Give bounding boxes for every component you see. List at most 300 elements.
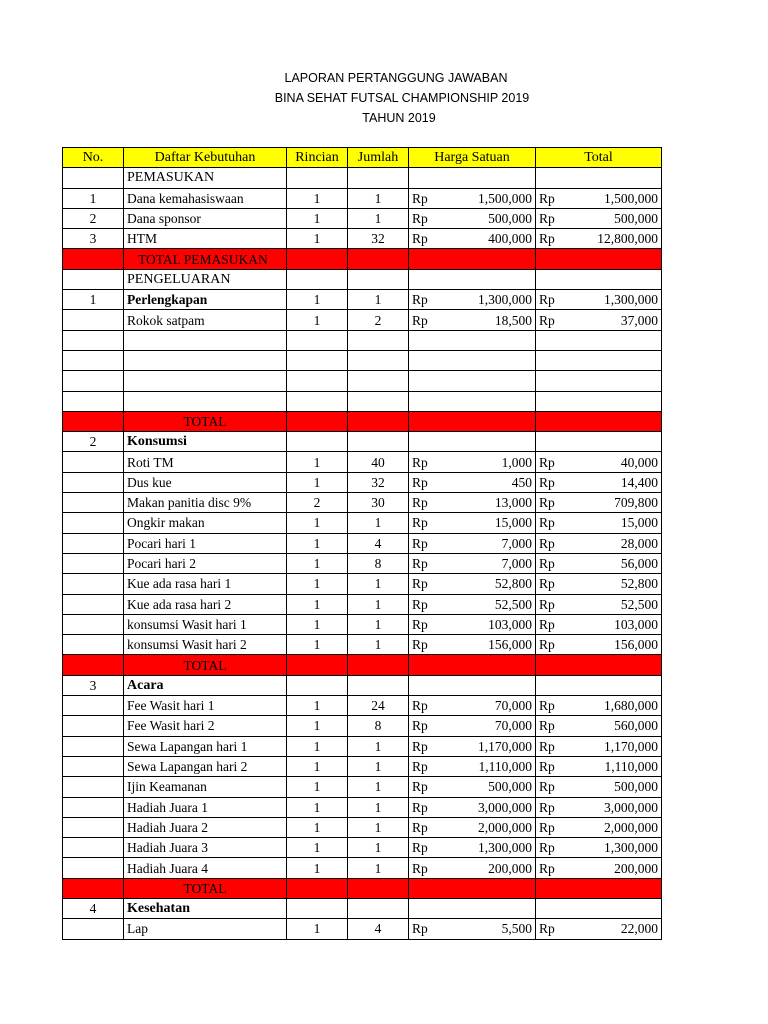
cell-rincian: 1 (287, 594, 348, 614)
cell-harga-currency: Rp (409, 553, 441, 573)
table-row (63, 614, 662, 634)
cell-harga-amount: 70,000 (441, 696, 536, 716)
table-row (63, 716, 662, 736)
cell-total-amount: 1,300,000 (568, 290, 662, 310)
cell-harga-amount: 15,000 (441, 513, 536, 533)
cell-harga-currency: Rp (409, 919, 441, 939)
table-row (63, 452, 662, 472)
cell-total-amount: 1,170,000 (568, 736, 662, 756)
cell-empty (536, 168, 662, 188)
cell-empty (409, 411, 536, 431)
cell-jumlah: 4 (348, 919, 409, 939)
cell-jumlah: 2 (348, 310, 409, 330)
cell-empty (536, 411, 662, 431)
cell-empty (63, 249, 124, 269)
cell-harga-amount: 7,000 (441, 553, 536, 573)
cell-total-amount: 200,000 (568, 858, 662, 878)
cell-total-currency: Rp (536, 696, 568, 716)
cell-empty (409, 432, 536, 452)
cell-empty (409, 269, 536, 289)
cell-jumlah: 1 (348, 574, 409, 594)
cell-empty (409, 391, 536, 411)
cell-rincian: 1 (287, 696, 348, 716)
cell-rincian: 1 (287, 716, 348, 736)
cell-total-currency: Rp (536, 533, 568, 553)
cell-item-label: Hadiah Juara 4 (124, 858, 287, 878)
cell-harga-amount: 1,300,000 (441, 290, 536, 310)
cell-item-label: Pocari hari 1 (124, 533, 287, 553)
cell-section-label: PEMASUKAN (124, 168, 287, 188)
cell-harga-amount: 500,000 (441, 777, 536, 797)
cell-harga-amount: 1,000 (441, 452, 536, 472)
cell-total-currency: Rp (536, 553, 568, 573)
cell-empty (287, 898, 348, 918)
cell-rincian: 2 (287, 493, 348, 513)
report-title-line-3: TAHUN 2019 (362, 111, 436, 125)
cell-harga-amount: 2,000,000 (441, 817, 536, 837)
cell-no (63, 614, 124, 634)
cell-total-currency: Rp (536, 635, 568, 655)
cell-item-label: Fee Wasit hari 1 (124, 696, 287, 716)
cell-item-label: Rokok satpam (124, 310, 287, 330)
cell-empty (287, 168, 348, 188)
cell-empty (348, 330, 409, 350)
cell-harga-amount: 70,000 (441, 716, 536, 736)
cell-empty (287, 269, 348, 289)
cell-empty (536, 878, 662, 898)
cell-harga-amount: 18,500 (441, 310, 536, 330)
cell-total-currency: Rp (536, 513, 568, 533)
cell-total-currency: Rp (536, 919, 568, 939)
cell-no (63, 493, 124, 513)
cell-jumlah: 1 (348, 817, 409, 837)
table-row (63, 838, 662, 858)
cell-no: 3 (63, 229, 124, 249)
cell-empty (287, 655, 348, 675)
cell-rincian: 1 (287, 208, 348, 228)
cell-total-currency: Rp (536, 452, 568, 472)
cell-item-label: Hadiah Juara 1 (124, 797, 287, 817)
cell-rincian: 1 (287, 756, 348, 776)
cell-harga-amount: 5,500 (441, 919, 536, 939)
cell-harga-currency: Rp (409, 472, 441, 492)
cell-jumlah: 1 (348, 635, 409, 655)
cell-total-amount: 2,000,000 (568, 817, 662, 837)
cell-rincian: 1 (287, 838, 348, 858)
cell-total-amount: 500,000 (568, 777, 662, 797)
cell-item-label: Fee Wasit hari 2 (124, 716, 287, 736)
cell-rincian: 1 (287, 817, 348, 837)
cell-harga-currency: Rp (409, 513, 441, 533)
header-jumlah: Jumlah (348, 148, 409, 168)
cell-item-label: Makan panitia disc 9% (124, 493, 287, 513)
cell-no: 3 (63, 675, 124, 695)
cell-harga-currency: Rp (409, 188, 441, 208)
cell-total-amount: 1,300,000 (568, 838, 662, 858)
cell-total-amount: 500,000 (568, 208, 662, 228)
cell-jumlah: 8 (348, 553, 409, 573)
cell-empty (287, 350, 348, 370)
cell-total-currency: Rp (536, 594, 568, 614)
cell-empty (348, 350, 409, 370)
cell-harga-amount: 52,500 (441, 594, 536, 614)
cell-empty (348, 675, 409, 695)
report-title-line-2: BINA SEHAT FUTSAL CHAMPIONSHIP 2019 (274, 91, 530, 105)
cell-rincian: 1 (287, 736, 348, 756)
cell-total-amount: 1,680,000 (568, 696, 662, 716)
cell-empty (287, 371, 348, 391)
cell-harga-currency: Rp (409, 533, 441, 553)
cell-total-amount: 1,110,000 (568, 756, 662, 776)
cell-empty (348, 655, 409, 675)
cell-section-label: Konsumsi (124, 432, 287, 452)
cell-no (63, 574, 124, 594)
cell-no (63, 269, 124, 289)
header-no: No. (63, 148, 124, 168)
cell-jumlah: 1 (348, 736, 409, 756)
cell-empty (63, 655, 124, 675)
cell-harga-amount: 400,000 (441, 229, 536, 249)
cell-rincian: 1 (287, 777, 348, 797)
cell-jumlah: 1 (348, 513, 409, 533)
cell-empty (536, 432, 662, 452)
table-row (63, 310, 662, 330)
cell-no (63, 594, 124, 614)
cell-harga-currency: Rp (409, 858, 441, 878)
table-row (63, 777, 662, 797)
cell-harga-currency: Rp (409, 838, 441, 858)
cell-item-label: Dana sponsor (124, 208, 287, 228)
cell-empty (348, 269, 409, 289)
header-harga-satuan: Harga Satuan (409, 148, 536, 168)
cell-no (63, 919, 124, 939)
cell-harga-currency: Rp (409, 290, 441, 310)
cell-empty (348, 249, 409, 269)
cell-total-label: TOTAL (124, 411, 287, 431)
cell-empty (409, 655, 536, 675)
cell-no (63, 797, 124, 817)
cell-harga-currency: Rp (409, 229, 441, 249)
table-row (63, 594, 662, 614)
empty-row (63, 391, 662, 411)
cell-no (63, 756, 124, 776)
cell-no (63, 858, 124, 878)
cell-harga-amount: 1,170,000 (441, 736, 536, 756)
cell-harga-amount: 156,000 (441, 635, 536, 655)
cell-jumlah: 8 (348, 716, 409, 736)
cell-empty (124, 330, 287, 350)
cell-empty (536, 371, 662, 391)
cell-rincian: 1 (287, 858, 348, 878)
cell-harga-currency: Rp (409, 777, 441, 797)
cell-rincian: 1 (287, 513, 348, 533)
cell-total-amount: 52,800 (568, 574, 662, 594)
cell-empty (63, 878, 124, 898)
cell-section-label: Kesehatan (124, 898, 287, 918)
cell-empty (63, 371, 124, 391)
cell-item-label: Hadiah Juara 2 (124, 817, 287, 837)
cell-harga-amount: 7,000 (441, 533, 536, 553)
total-row (63, 655, 662, 675)
cell-empty (536, 675, 662, 695)
cell-rincian: 1 (287, 188, 348, 208)
cell-no (63, 696, 124, 716)
table-row (63, 797, 662, 817)
table-row (63, 696, 662, 716)
cell-total-label: TOTAL (124, 878, 287, 898)
cell-empty (63, 391, 124, 411)
cell-empty (348, 898, 409, 918)
report-title-block (0, 68, 768, 128)
cell-no (63, 716, 124, 736)
report-title-line-1: LAPORAN PERTANGGUNG JAWABAN (284, 71, 508, 85)
cell-harga-currency: Rp (409, 696, 441, 716)
cell-jumlah: 1 (348, 594, 409, 614)
cell-jumlah: 30 (348, 493, 409, 513)
cell-rincian: 1 (287, 553, 348, 573)
cell-item-label: Perlengkapan (124, 290, 287, 310)
cell-no (63, 310, 124, 330)
cell-total-amount: 14,400 (568, 472, 662, 492)
cell-empty (536, 249, 662, 269)
section-row (63, 898, 662, 918)
table-row (63, 553, 662, 573)
cell-total-amount: 156,000 (568, 635, 662, 655)
cell-item-label: HTM (124, 229, 287, 249)
cell-item-label: Kue ada rasa hari 2 (124, 594, 287, 614)
cell-total-label: TOTAL (124, 655, 287, 675)
table-header-row (63, 148, 662, 168)
empty-row (63, 371, 662, 391)
cell-total-currency: Rp (536, 858, 568, 878)
cell-empty (287, 675, 348, 695)
cell-empty (287, 249, 348, 269)
cell-empty (63, 350, 124, 370)
cell-total-currency: Rp (536, 797, 568, 817)
cell-no: 1 (63, 188, 124, 208)
cell-no (63, 472, 124, 492)
cell-harga-currency: Rp (409, 574, 441, 594)
cell-rincian: 1 (287, 533, 348, 553)
cell-rincian: 1 (287, 797, 348, 817)
cell-total-currency: Rp (536, 188, 568, 208)
cell-harga-currency: Rp (409, 208, 441, 228)
cell-total-amount: 3,000,000 (568, 797, 662, 817)
cell-empty (348, 432, 409, 452)
table-row (63, 188, 662, 208)
empty-row (63, 350, 662, 370)
cell-total-currency: Rp (536, 493, 568, 513)
cell-harga-amount: 1,300,000 (441, 838, 536, 858)
cell-harga-currency: Rp (409, 594, 441, 614)
cell-empty (124, 391, 287, 411)
cell-empty (409, 878, 536, 898)
total-row (63, 249, 662, 269)
header-total: Total (536, 148, 662, 168)
cell-harga-currency: Rp (409, 817, 441, 837)
cell-jumlah: 32 (348, 229, 409, 249)
cell-empty (536, 898, 662, 918)
cell-total-currency: Rp (536, 229, 568, 249)
cell-total-currency: Rp (536, 614, 568, 634)
cell-total-label: TOTAL PEMASUKAN (124, 249, 287, 269)
cell-empty (409, 675, 536, 695)
table-row (63, 472, 662, 492)
cell-empty (536, 391, 662, 411)
cell-empty (348, 878, 409, 898)
cell-total-currency: Rp (536, 777, 568, 797)
budget-table (62, 147, 662, 940)
cell-no (63, 168, 124, 188)
cell-empty (409, 350, 536, 370)
cell-total-currency: Rp (536, 208, 568, 228)
cell-jumlah: 32 (348, 472, 409, 492)
cell-jumlah: 4 (348, 533, 409, 553)
cell-jumlah: 1 (348, 858, 409, 878)
table-row (63, 574, 662, 594)
cell-item-label: Ongkir makan (124, 513, 287, 533)
cell-empty (63, 330, 124, 350)
cell-harga-currency: Rp (409, 614, 441, 634)
table-row (63, 229, 662, 249)
table-row (63, 290, 662, 310)
cell-harga-currency: Rp (409, 797, 441, 817)
cell-item-label: Lap (124, 919, 287, 939)
cell-no (63, 777, 124, 797)
total-row (63, 411, 662, 431)
cell-jumlah: 1 (348, 838, 409, 858)
cell-item-label: konsumsi Wasit hari 2 (124, 635, 287, 655)
cell-empty (409, 330, 536, 350)
cell-item-label: Ijin Keamanan (124, 777, 287, 797)
cell-empty (409, 371, 536, 391)
section-row (63, 269, 662, 289)
cell-no (63, 452, 124, 472)
cell-no: 2 (63, 208, 124, 228)
cell-harga-currency: Rp (409, 635, 441, 655)
cell-total-amount: 37,000 (568, 310, 662, 330)
cell-empty (287, 432, 348, 452)
cell-harga-currency: Rp (409, 736, 441, 756)
cell-harga-currency: Rp (409, 756, 441, 776)
cell-empty (536, 350, 662, 370)
cell-empty (287, 330, 348, 350)
cell-rincian: 1 (287, 229, 348, 249)
cell-total-amount: 709,800 (568, 493, 662, 513)
cell-jumlah: 1 (348, 290, 409, 310)
header-rincian: Rincian (287, 148, 348, 168)
cell-jumlah: 1 (348, 188, 409, 208)
cell-total-amount: 560,000 (568, 716, 662, 736)
cell-total-amount: 52,500 (568, 594, 662, 614)
cell-harga-amount: 500,000 (441, 208, 536, 228)
cell-jumlah: 1 (348, 614, 409, 634)
cell-total-amount: 40,000 (568, 452, 662, 472)
cell-harga-currency: Rp (409, 452, 441, 472)
cell-total-amount: 1,500,000 (568, 188, 662, 208)
cell-total-amount: 103,000 (568, 614, 662, 634)
cell-item-label: Roti TM (124, 452, 287, 472)
cell-harga-amount: 52,800 (441, 574, 536, 594)
cell-empty (124, 371, 287, 391)
cell-empty (124, 350, 287, 370)
cell-rincian: 1 (287, 635, 348, 655)
cell-empty (348, 168, 409, 188)
cell-total-currency: Rp (536, 574, 568, 594)
cell-harga-amount: 1,110,000 (441, 756, 536, 776)
cell-harga-amount: 200,000 (441, 858, 536, 878)
cell-item-label: Sewa Lapangan hari 1 (124, 736, 287, 756)
cell-total-currency: Rp (536, 838, 568, 858)
cell-total-currency: Rp (536, 817, 568, 837)
cell-total-amount: 12,800,000 (568, 229, 662, 249)
cell-rincian: 1 (287, 614, 348, 634)
cell-total-amount: 56,000 (568, 553, 662, 573)
cell-jumlah: 24 (348, 696, 409, 716)
cell-harga-amount: 1,500,000 (441, 188, 536, 208)
cell-jumlah: 1 (348, 208, 409, 228)
cell-empty (63, 411, 124, 431)
cell-harga-amount: 103,000 (441, 614, 536, 634)
cell-empty (348, 411, 409, 431)
cell-no (63, 736, 124, 756)
cell-jumlah: 1 (348, 797, 409, 817)
cell-empty (409, 898, 536, 918)
cell-no (63, 838, 124, 858)
cell-section-label: PENGELUARAN (124, 269, 287, 289)
table-row (63, 919, 662, 939)
cell-harga-amount: 3,000,000 (441, 797, 536, 817)
table-row (63, 533, 662, 553)
cell-empty (287, 878, 348, 898)
cell-item-label: Sewa Lapangan hari 2 (124, 756, 287, 776)
cell-total-currency: Rp (536, 290, 568, 310)
cell-item-label: Pocari hari 2 (124, 553, 287, 573)
cell-total-amount: 15,000 (568, 513, 662, 533)
cell-empty (348, 371, 409, 391)
cell-no: 1 (63, 290, 124, 310)
cell-rincian: 1 (287, 472, 348, 492)
cell-empty (536, 330, 662, 350)
table-body (63, 168, 662, 939)
header-daftar-kebutuhan: Daftar Kebutuhan (124, 148, 287, 168)
cell-empty (536, 655, 662, 675)
table-row (63, 513, 662, 533)
cell-harga-amount: 13,000 (441, 493, 536, 513)
empty-row (63, 330, 662, 350)
cell-no: 4 (63, 898, 124, 918)
cell-item-label: Dus kue (124, 472, 287, 492)
table-row (63, 817, 662, 837)
table-row (63, 858, 662, 878)
cell-empty (287, 411, 348, 431)
cell-rincian: 1 (287, 574, 348, 594)
cell-total-currency: Rp (536, 756, 568, 776)
table-row (63, 756, 662, 776)
cell-no: 2 (63, 432, 124, 452)
cell-total-amount: 22,000 (568, 919, 662, 939)
table-row (63, 493, 662, 513)
cell-empty (409, 168, 536, 188)
cell-jumlah: 40 (348, 452, 409, 472)
cell-empty (536, 269, 662, 289)
cell-item-label: Kue ada rasa hari 1 (124, 574, 287, 594)
cell-item-label: konsumsi Wasit hari 1 (124, 614, 287, 634)
table-row (63, 736, 662, 756)
cell-jumlah: 1 (348, 756, 409, 776)
section-row (63, 168, 662, 188)
cell-rincian: 1 (287, 290, 348, 310)
